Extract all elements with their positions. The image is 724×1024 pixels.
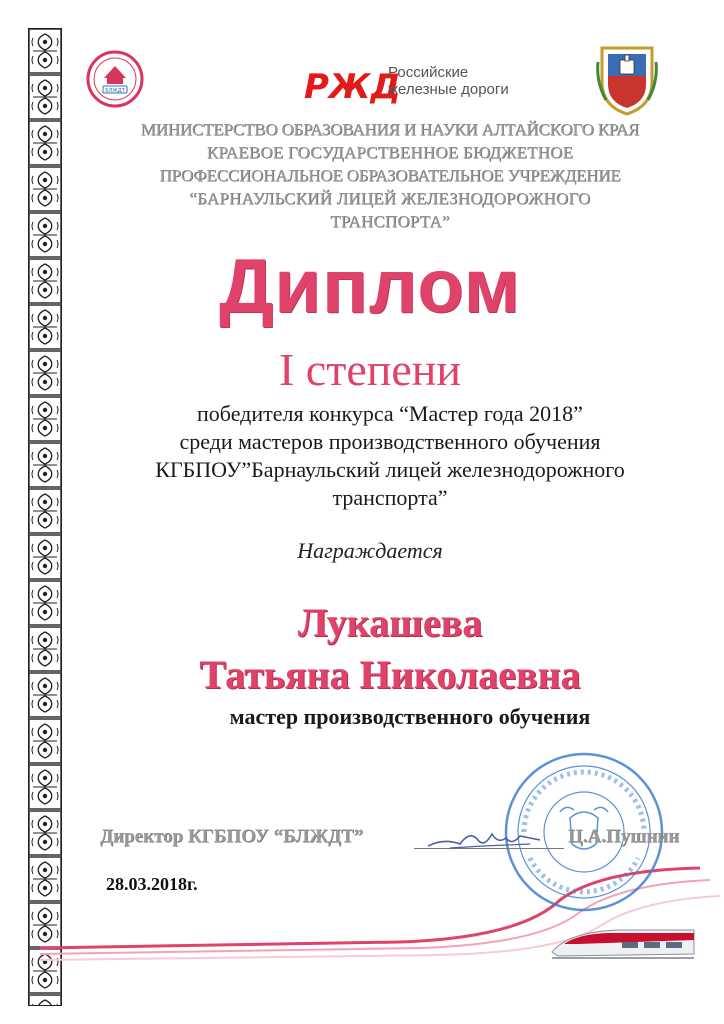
recipient-surname: Лукашева [297,600,483,645]
recipient-given-names: Татьяна Николаевна [199,652,581,697]
lyceum-emblem-text: БЛЖДТ [105,88,125,94]
lyceum-emblem-icon [86,50,144,108]
diploma-title: Диплом [219,244,521,329]
issue-date: 28.03.2018г. [106,874,198,894]
recipient-position: мастер производственного обучения [229,704,591,729]
header-line-3: ПРОФЕССИОНАЛЬНОЕ ОБРАЗОВАТЕЛЬНОЕ УЧРЕЖДЕНИЕ [159,166,621,185]
rzd-name-line1: Российские [388,64,469,81]
rzd-logo [302,62,532,110]
header-line-4: “БАРНАУЛЬСКИЙ ЛИЦЕЙ ЖЕЛЕЗНОДОРОЖНОГО [189,189,591,208]
svg-text:РЖД: РЖД [304,67,401,107]
altai-crest-icon [594,42,660,118]
award-line-3: КГБПОУ”Барнаульский лицей железнодорожного [155,457,625,482]
header-line-5: ТРАНСПОРТА” [330,212,450,231]
award-line-1: победителя конкурса “Мастер года 2018” [197,401,583,426]
director-name: Ц.А.Пушнин [568,826,680,847]
header-line-2: КРАЕВОЕ ГОСУДАРСТВЕННОЕ БЮДЖЕТНОЕ [206,143,574,162]
issuer-header [80,118,700,233]
director-label: Директор КГБПОУ “БЛЖДТ” [100,826,364,847]
handwritten-signature-icon [420,820,560,856]
award-description [90,400,690,512]
awarded-label: Награждается [297,538,443,563]
diploma-degree: I степени [278,344,462,395]
rzd-mark-icon [302,62,401,108]
header-line-1: МИНИСТЕРСТВО ОБРАЗОВАНИЯ И НАУКИ АЛТАЙСКОГО КРАЯ [140,120,640,139]
high-speed-train-icon [548,918,698,964]
award-line-2: среди мастеров производственного обучения [179,429,601,454]
award-line-4: транспорта” [332,485,448,510]
rzd-name-line2: железные дороги [388,81,509,98]
